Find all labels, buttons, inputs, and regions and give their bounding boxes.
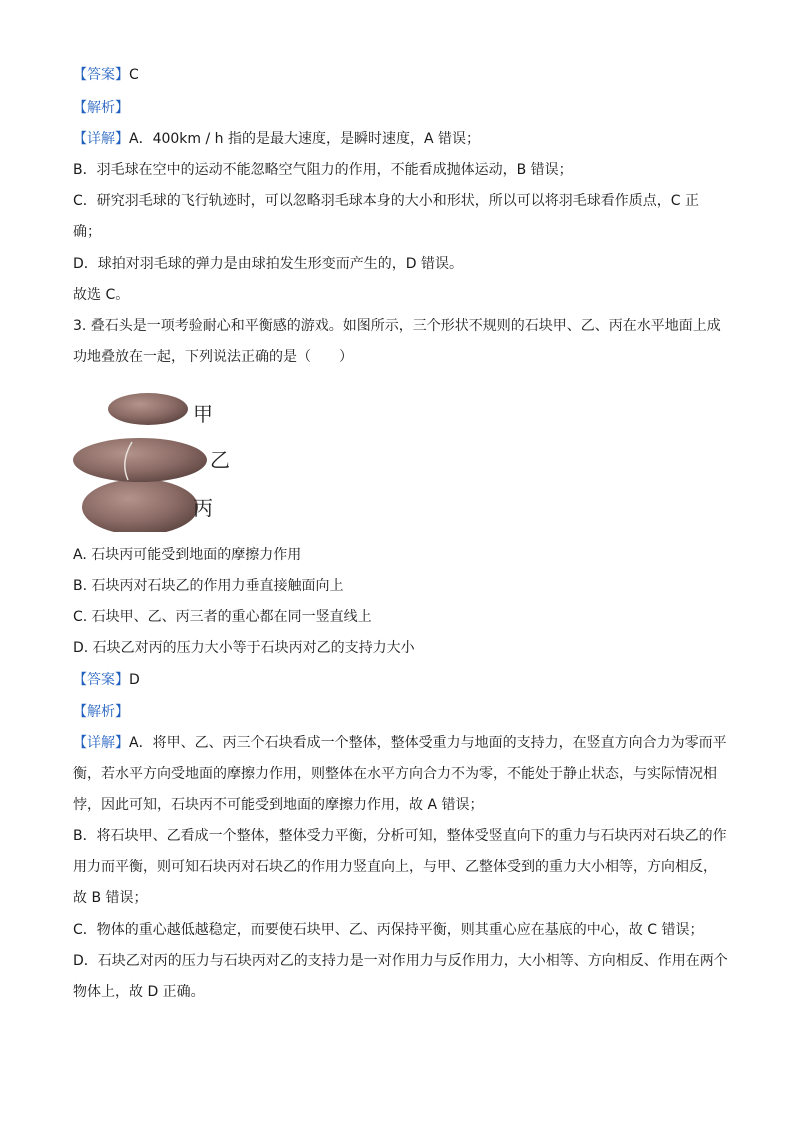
- answer-value: D: [129, 672, 140, 688]
- explanation-line: C．物体的重心越低越稳定，而要使石块甲、乙、丙保持平衡，则其重心应在基底的中心，故 C 错误；: [73, 922, 704, 938]
- explanation-line: 故 B 错误；: [73, 890, 148, 906]
- detail-tag: 【详解】: [73, 735, 129, 751]
- detail-line: [73, 733, 727, 753]
- stacked-stones-figure: [60, 382, 260, 532]
- option-c: C. 石块甲、乙、丙三者的重心都在同一竖直线上: [73, 609, 372, 625]
- explanation-line: C．研究羽毛球的飞行轨迹时，可以忽略羽毛球本身的大小和形状，所以可以将羽毛球看作质点，C 正: [73, 193, 699, 209]
- detail-tag: 【详解】: [73, 131, 129, 147]
- explanation-line: B．羽毛球在空中的运动不能忽略空气阻力的作用，不能看成抛体运动，B 错误；: [73, 162, 573, 178]
- detail-line: [73, 129, 480, 149]
- option-d: D. 石块乙对丙的压力大小等于石块丙对乙的支持力大小: [73, 640, 415, 656]
- stone-top: [108, 393, 188, 425]
- stone-label-yi: 乙: [210, 448, 230, 472]
- question-stem: 3. 叠石头是一项考验耐心和平衡感的游戏。如图所示，三个形状不规则的石块甲、乙、丙在水平地面上成: [73, 318, 721, 334]
- answer-line-1: [73, 65, 139, 85]
- detail-text: A．将甲、乙、丙三个石块看成一个整体，整体受重力与地面的支持力，在竖直方向合力为零而平: [129, 735, 727, 751]
- stone-middle: [73, 438, 207, 482]
- explanation-line: 确；: [73, 224, 101, 240]
- explanation-line: D．球拍对羽毛球的弹力是由球拍发生形变而产生的，D 错误。: [73, 256, 464, 272]
- stone-bottom: [82, 479, 198, 532]
- analysis-tag: 【解析】: [73, 100, 129, 116]
- conclusion-line: 故选 C。: [73, 287, 130, 303]
- explanation-line: B．将石块甲、乙看成一个整体，整体受力平衡，分析可知，整体受竖直向下的重力与石块丙对石块乙的作: [73, 828, 727, 844]
- explanation-line: 物体上，故 D 正确。: [73, 984, 205, 1000]
- option-a: A. 石块丙可能受到地面的摩擦力作用: [73, 547, 302, 563]
- explanation-line: 用力而平衡，则可知石块丙对石块乙的作用力竖直向上，与甲、乙整体受到的重力大小相等，方向相反，: [73, 859, 717, 875]
- stone-label-bing: 丙: [193, 496, 213, 520]
- answer-tag: 【答案】: [73, 67, 129, 83]
- analysis-tag: 【解析】: [73, 704, 129, 720]
- answer-tag: 【答案】: [73, 672, 129, 688]
- answer-value: C: [129, 67, 139, 83]
- question-stem: 功地叠放在一起，下列说法正确的是（ ）: [73, 349, 353, 365]
- explanation-line: 衡，若水平方向受地面的摩擦力作用，则整体在水平方向合力不为零，不能处于静止状态，与实际情况相: [73, 766, 717, 782]
- detail-text: A．400km / h 指的是最大速度，是瞬时速度，A 错误；: [129, 131, 481, 147]
- option-b: B. 石块丙对石块乙的作用力垂直接触面向上: [73, 578, 344, 594]
- explanation-line: 悖，因此可知，石块丙不可能受到地面的摩擦力作用，故 A 错误；: [73, 797, 484, 813]
- stone-label-jia: 甲: [193, 402, 213, 426]
- stones-illustration: [60, 382, 260, 532]
- answer-line-2: [73, 670, 140, 690]
- explanation-line: D．石块乙对丙的压力与石块丙对乙的支持力是一对作用力与反作用力，大小相等、方向相反、作用在两个: [73, 953, 728, 969]
